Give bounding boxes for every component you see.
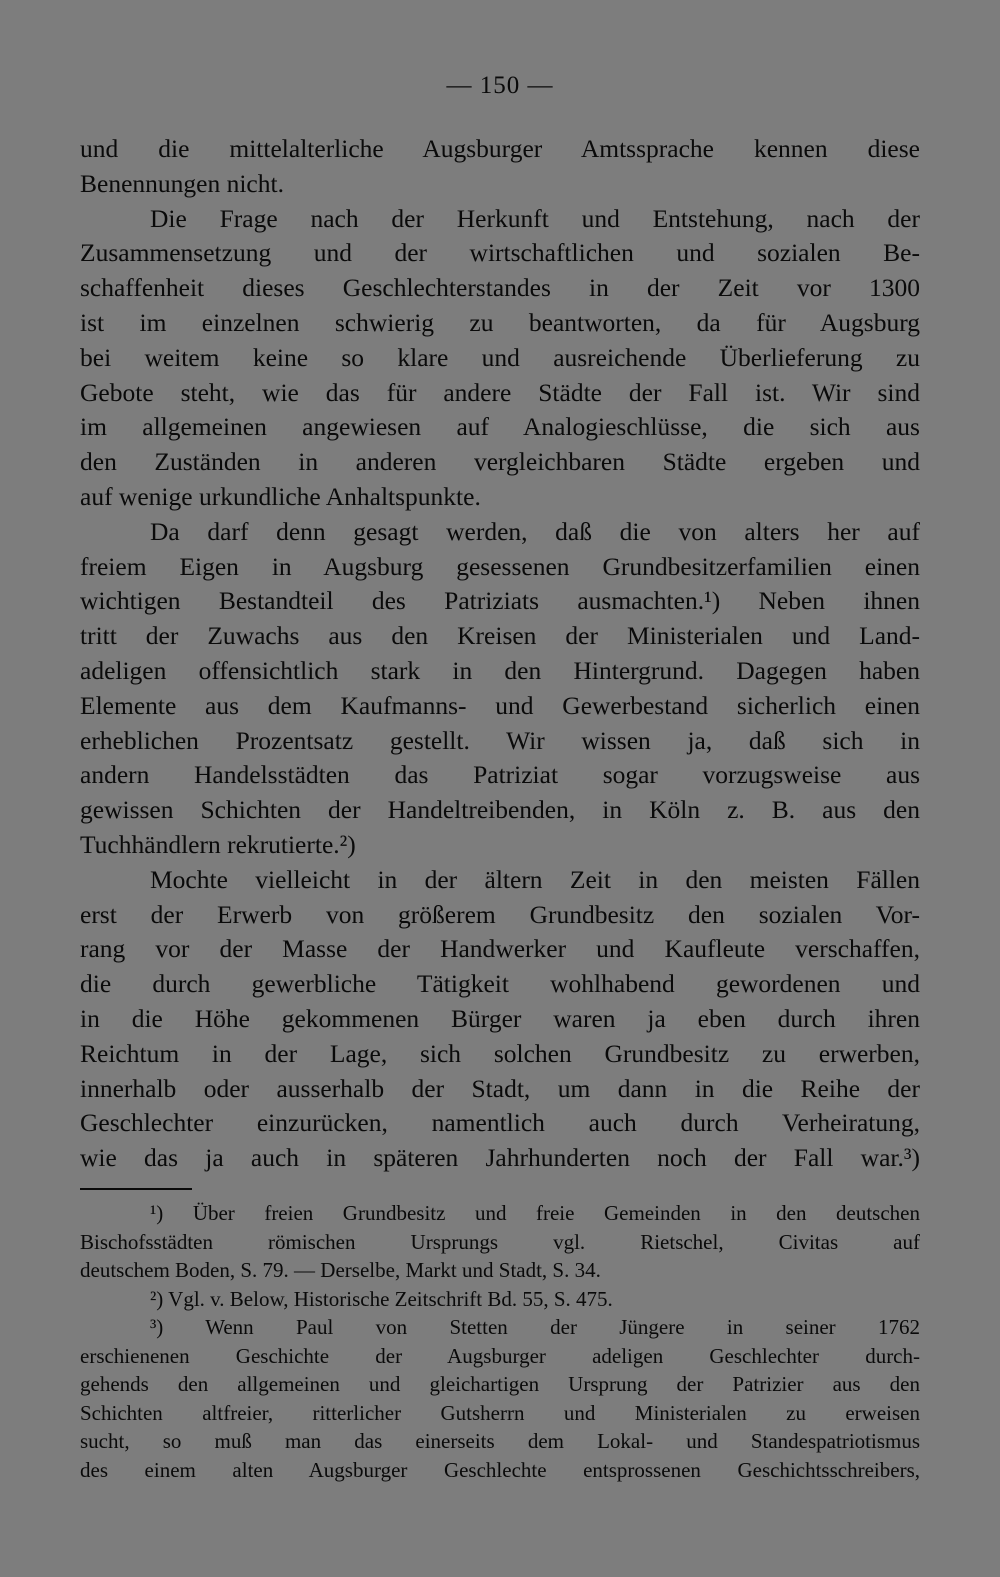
text-line: schaffenheit dieses Geschlechterstandes in der Zeit vor 1300: [80, 273, 920, 303]
text-line: Die Frage nach der Herkunft und Entstehung, nach der: [150, 203, 920, 233]
footnote-line: Schichten altfreier, ritterlicher Gutsherrn und Ministerialen zu erweisen: [80, 1400, 920, 1425]
footnote-line: Bischofsstädten römischen Ursprungs vgl. Rietschel, Civitas auf: [80, 1229, 920, 1254]
text-line: den Zuständen in anderen vergleichbaren Städte ergeben und: [80, 447, 920, 477]
footnote-line: deutschem Boden, S. 79. — Derselbe, Markt und Stadt, S. 34.: [80, 1258, 601, 1282]
text-line: innerhalb oder ausserhalb der Stadt, um dann in die Reihe der: [80, 1073, 920, 1103]
text-line: Da darf denn gesagt werden, daß die von alters her auf: [150, 516, 920, 546]
text-line: Elemente aus dem Kaufmanns- und Gewerbestand sicherlich einen: [80, 690, 920, 720]
page-number: — 150 —: [446, 72, 554, 99]
text-line: in die Höhe gekommenen Bürger waren ja eben durch ihren: [80, 1003, 920, 1033]
text-line: wichtigen Bestandteil des Patriziats ausmachten.¹) Neben ihnen: [80, 586, 920, 616]
text-line: ist im einzelnen schwierig zu beantworten, da für Augsburg: [80, 307, 920, 337]
footnote-line: des einem alten Augsburger Geschlechte entsprossenen Geschichtsschreibers,: [80, 1457, 920, 1482]
footnote-line: sucht, so muß man das einerseits dem Lokal- und Standespatriotismus: [80, 1429, 920, 1453]
text-line: Geschlechter einzurücken, namentlich auch durch Verheiratung,: [80, 1108, 920, 1138]
footnote-line: erschienenen Geschichte der Augsburger adeligen Geschlechter durch-: [80, 1343, 920, 1368]
text-line: bei weitem keine so klare und ausreichende Überlieferung zu: [80, 342, 920, 372]
text-line: Zusammensetzung und der wirtschaftlichen und sozialen Be-: [80, 238, 920, 268]
text-line: rang vor der Masse der Handwerker und Kaufleute verschaffen,: [80, 934, 920, 964]
text-line: Tuchhändlern rekrutierte.²): [80, 829, 356, 859]
footnote-line: gehends den allgemeinen und gleichartigen Ursprung der Patrizier aus den: [80, 1372, 920, 1396]
footnote-line: ¹) Über freien Grundbesitz und freie Gemeinden in den deutschen: [150, 1201, 920, 1225]
text-line: erheblichen Prozentsatz gestellt. Wir wissen ja, daß sich in: [80, 725, 920, 755]
footnote-separator: [80, 1188, 192, 1190]
body-text: [80, 132, 920, 1176]
footnote-line: ³) Wenn Paul von Stetten der Jüngere in seiner 1762: [150, 1315, 920, 1339]
text-line: und die mittelalterliche Augsburger Amtssprache kennen diese: [80, 134, 920, 163]
text-line: Reichtum in der Lage, sich solchen Grundbesitz zu erwerben,: [80, 1038, 920, 1068]
text-line: gewissen Schichten der Handeltreibenden, in Köln z. B. aus den: [80, 795, 920, 825]
text-line: tritt der Zuwachs aus den Kreisen der Ministerialen und Land-: [80, 621, 920, 651]
footnote-line: ²) Vgl. v. Below, Historische Zeitschrift Bd. 55, S. 475.: [150, 1286, 613, 1311]
text-line: die durch gewerbliche Tätigkeit wohlhabend gewordenen und: [80, 969, 920, 999]
text-line: im allgemeinen angewiesen auf Analogieschlüsse, die sich aus: [80, 412, 920, 442]
text-line: Mochte vielleicht in der ältern Zeit in den meisten Fällen: [150, 864, 920, 894]
text-line: adeligen offensichtlich stark in den Hintergrund. Dagegen haben: [80, 655, 920, 685]
text-line: Gebote steht, wie das für andere Städte der Fall ist. Wir sind: [80, 377, 920, 407]
text-line: wie das ja auch in späteren Jahrhunderten noch der Fall war.³): [80, 1143, 920, 1173]
footnotes: [80, 1199, 920, 1484]
text-line: Benennungen nicht.: [80, 168, 284, 198]
text-line: andern Handelsstädten das Patriziat sogar vorzugsweise aus: [80, 760, 920, 790]
text-line: auf wenige urkundliche Anhaltspunkte.: [80, 481, 481, 511]
text-line: freiem Eigen in Augsburg gesessenen Grundbesitzerfamilien einen: [80, 551, 920, 581]
text-line: erst der Erwerb von größerem Grundbesitz den sozialen Vor-: [80, 899, 920, 929]
